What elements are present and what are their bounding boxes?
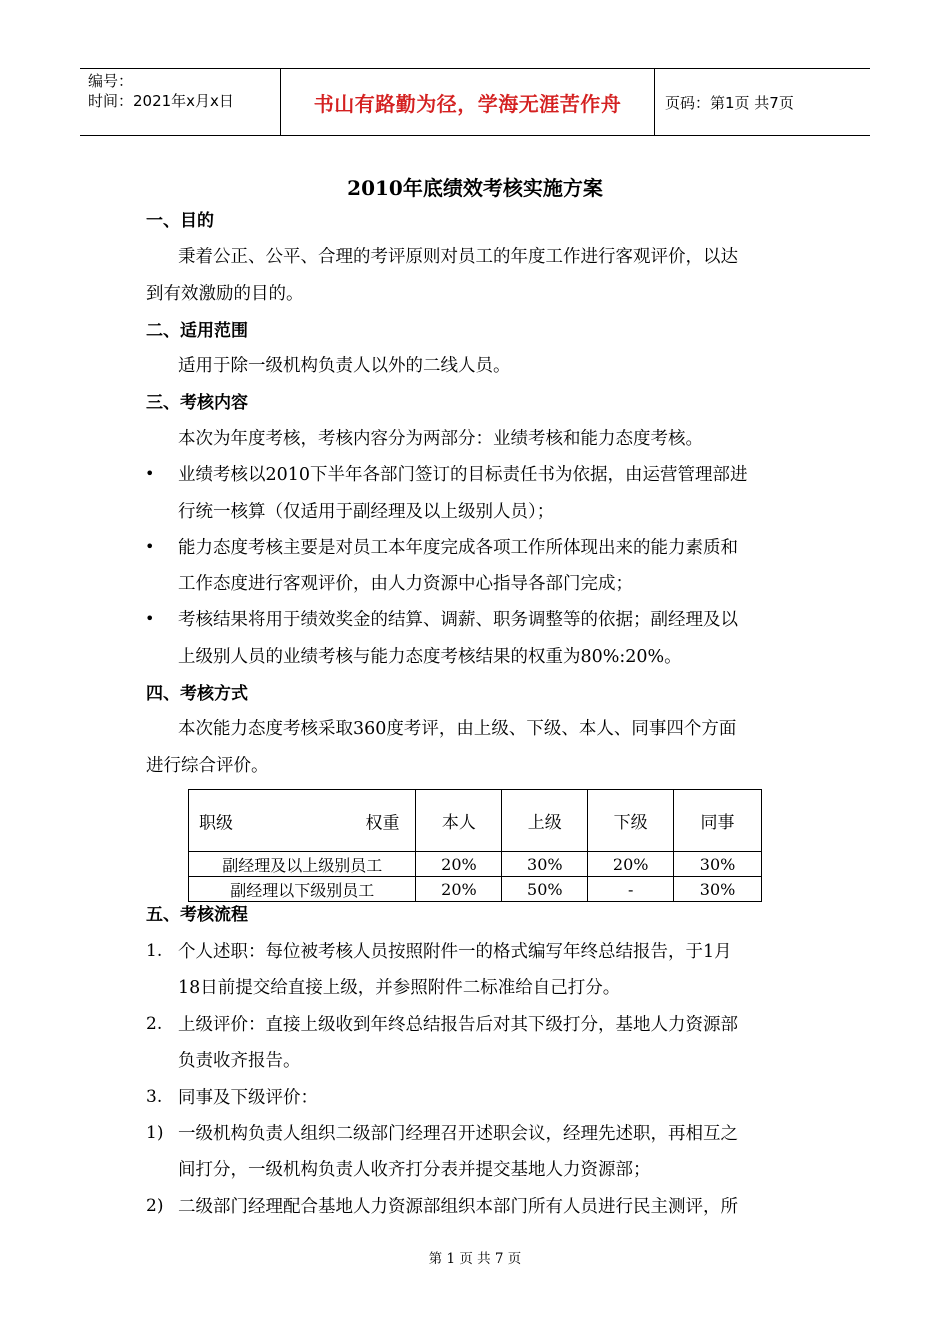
section-heading-purpose: 一、目的 (146, 211, 214, 231)
paragraph-text: 到有效激励的目的。 (146, 284, 304, 304)
paragraph-text: 本次能力态度考核采取360度考评，由上级、下级、本人、同事四个方面 (178, 719, 737, 739)
table-row-label: 副经理及以上级别员工 (189, 852, 416, 877)
list-number: 1. (146, 941, 163, 961)
paragraph-text: 本次为年度考核，考核内容分为两部分：业绩考核和能力态度考核。 (178, 429, 703, 449)
header-page-info: 页码：第1页 共7页 (665, 93, 794, 112)
page-header (80, 68, 870, 136)
table-header-cell: 本人 (416, 790, 502, 852)
sublist-item-text: 一级机构负责人组织二级部门经理召开述职会议，经理先述职，再相互之 (178, 1124, 738, 1144)
header-number-label: 编号： (88, 72, 134, 90)
list-item-text: 同事及下级评价： (178, 1088, 318, 1108)
table-row-label: 副经理以下级别员工 (189, 877, 416, 902)
paragraph-text: 秉着公正、公平、合理的考评原则对员工的年度工作进行客观评价，以达 (178, 247, 738, 267)
section-heading-content: 三、考核内容 (146, 393, 248, 413)
bullet-text: 考核结果将用于绩效奖金的结算、调薪、职务调整等的依据；副经理及以 (178, 610, 738, 630)
table-row (189, 877, 762, 902)
list-item-text: 个人述职：每位被考核人员按照附件一的格式编写年终总结报告，于1月 (178, 942, 732, 962)
bullet-marker: • (145, 464, 155, 483)
weights-table (188, 789, 762, 902)
table-header-cell: 上级 (502, 790, 588, 852)
header-time-label: 时间：2021年x月x日 (88, 92, 234, 110)
list-number: 3. (146, 1087, 163, 1107)
list-item-text: 上级评价：直接上级收到年终总结报告后对其下级打分，基地人力资源部 (178, 1015, 738, 1035)
table-cell: 50% (502, 877, 588, 902)
bullet-text: 行统一核算（仅适用于副经理及以上级别人员）； (178, 502, 555, 522)
section-heading-scope: 二、适用范围 (146, 321, 248, 341)
header-meta (80, 69, 281, 135)
paragraph-text: 进行综合评价。 (146, 756, 269, 776)
table-row (189, 852, 762, 877)
corner-label-weight: 权重 (365, 813, 400, 833)
section-heading-process: 五、考核流程 (146, 905, 248, 925)
table-cell: 30% (674, 877, 762, 902)
table-cell: 20% (588, 852, 674, 877)
bullet-text: 能力态度考核主要是对员工本年度完成各项工作所体现出来的能力素质和 (178, 538, 738, 558)
sublist-number: 1) (146, 1123, 164, 1143)
table-corner-cell (189, 790, 416, 852)
bullet-text: 上级别人员的业绩考核与能力态度考核结果的权重为80%:20%。 (178, 647, 682, 667)
document-title: 2010年底绩效考核实施方案 (347, 176, 603, 200)
bullet-marker: • (145, 609, 155, 628)
table-cell: 20% (416, 877, 502, 902)
corner-label-level: 职级 (199, 813, 233, 833)
list-item-text: 负责收齐报告。 (178, 1051, 301, 1071)
header-motto: 书山有路勤为径，学海无涯苦作舟 (281, 69, 655, 135)
bullet-text: 工作态度进行客观评价，由人力资源中心指导各部门完成； (178, 574, 633, 594)
section-heading-method: 四、考核方式 (146, 684, 248, 704)
table-cell: 20% (416, 852, 502, 877)
sublist-item-text: 二级部门经理配合基地人力资源部组织本部门所有人员进行民主测评，所 (178, 1197, 738, 1217)
bullet-marker: • (145, 537, 155, 556)
paragraph-text: 适用于除一级机构负责人以外的二线人员。 (178, 356, 511, 376)
page-footer: 第 1 页 共 7 页 (428, 1251, 522, 1267)
list-item-text: 18日前提交给直接上级，并参照附件二标准给自己打分。 (178, 978, 621, 998)
list-number: 2. (146, 1014, 163, 1034)
sublist-number: 2) (146, 1196, 164, 1216)
table-header-row (189, 790, 762, 852)
table-cell: 30% (502, 852, 588, 877)
bullet-text: 业绩考核以2010下半年各部门签订的目标责任书为依据，由运营管理部进 (178, 465, 748, 485)
table-header-cell: 下级 (588, 790, 674, 852)
table-cell: - (588, 877, 674, 902)
table-cell: 30% (674, 852, 762, 877)
sublist-item-text: 间打分，一级机构负责人收齐打分表并提交基地人力资源部； (178, 1160, 651, 1180)
table-header-cell: 同事 (674, 790, 762, 852)
